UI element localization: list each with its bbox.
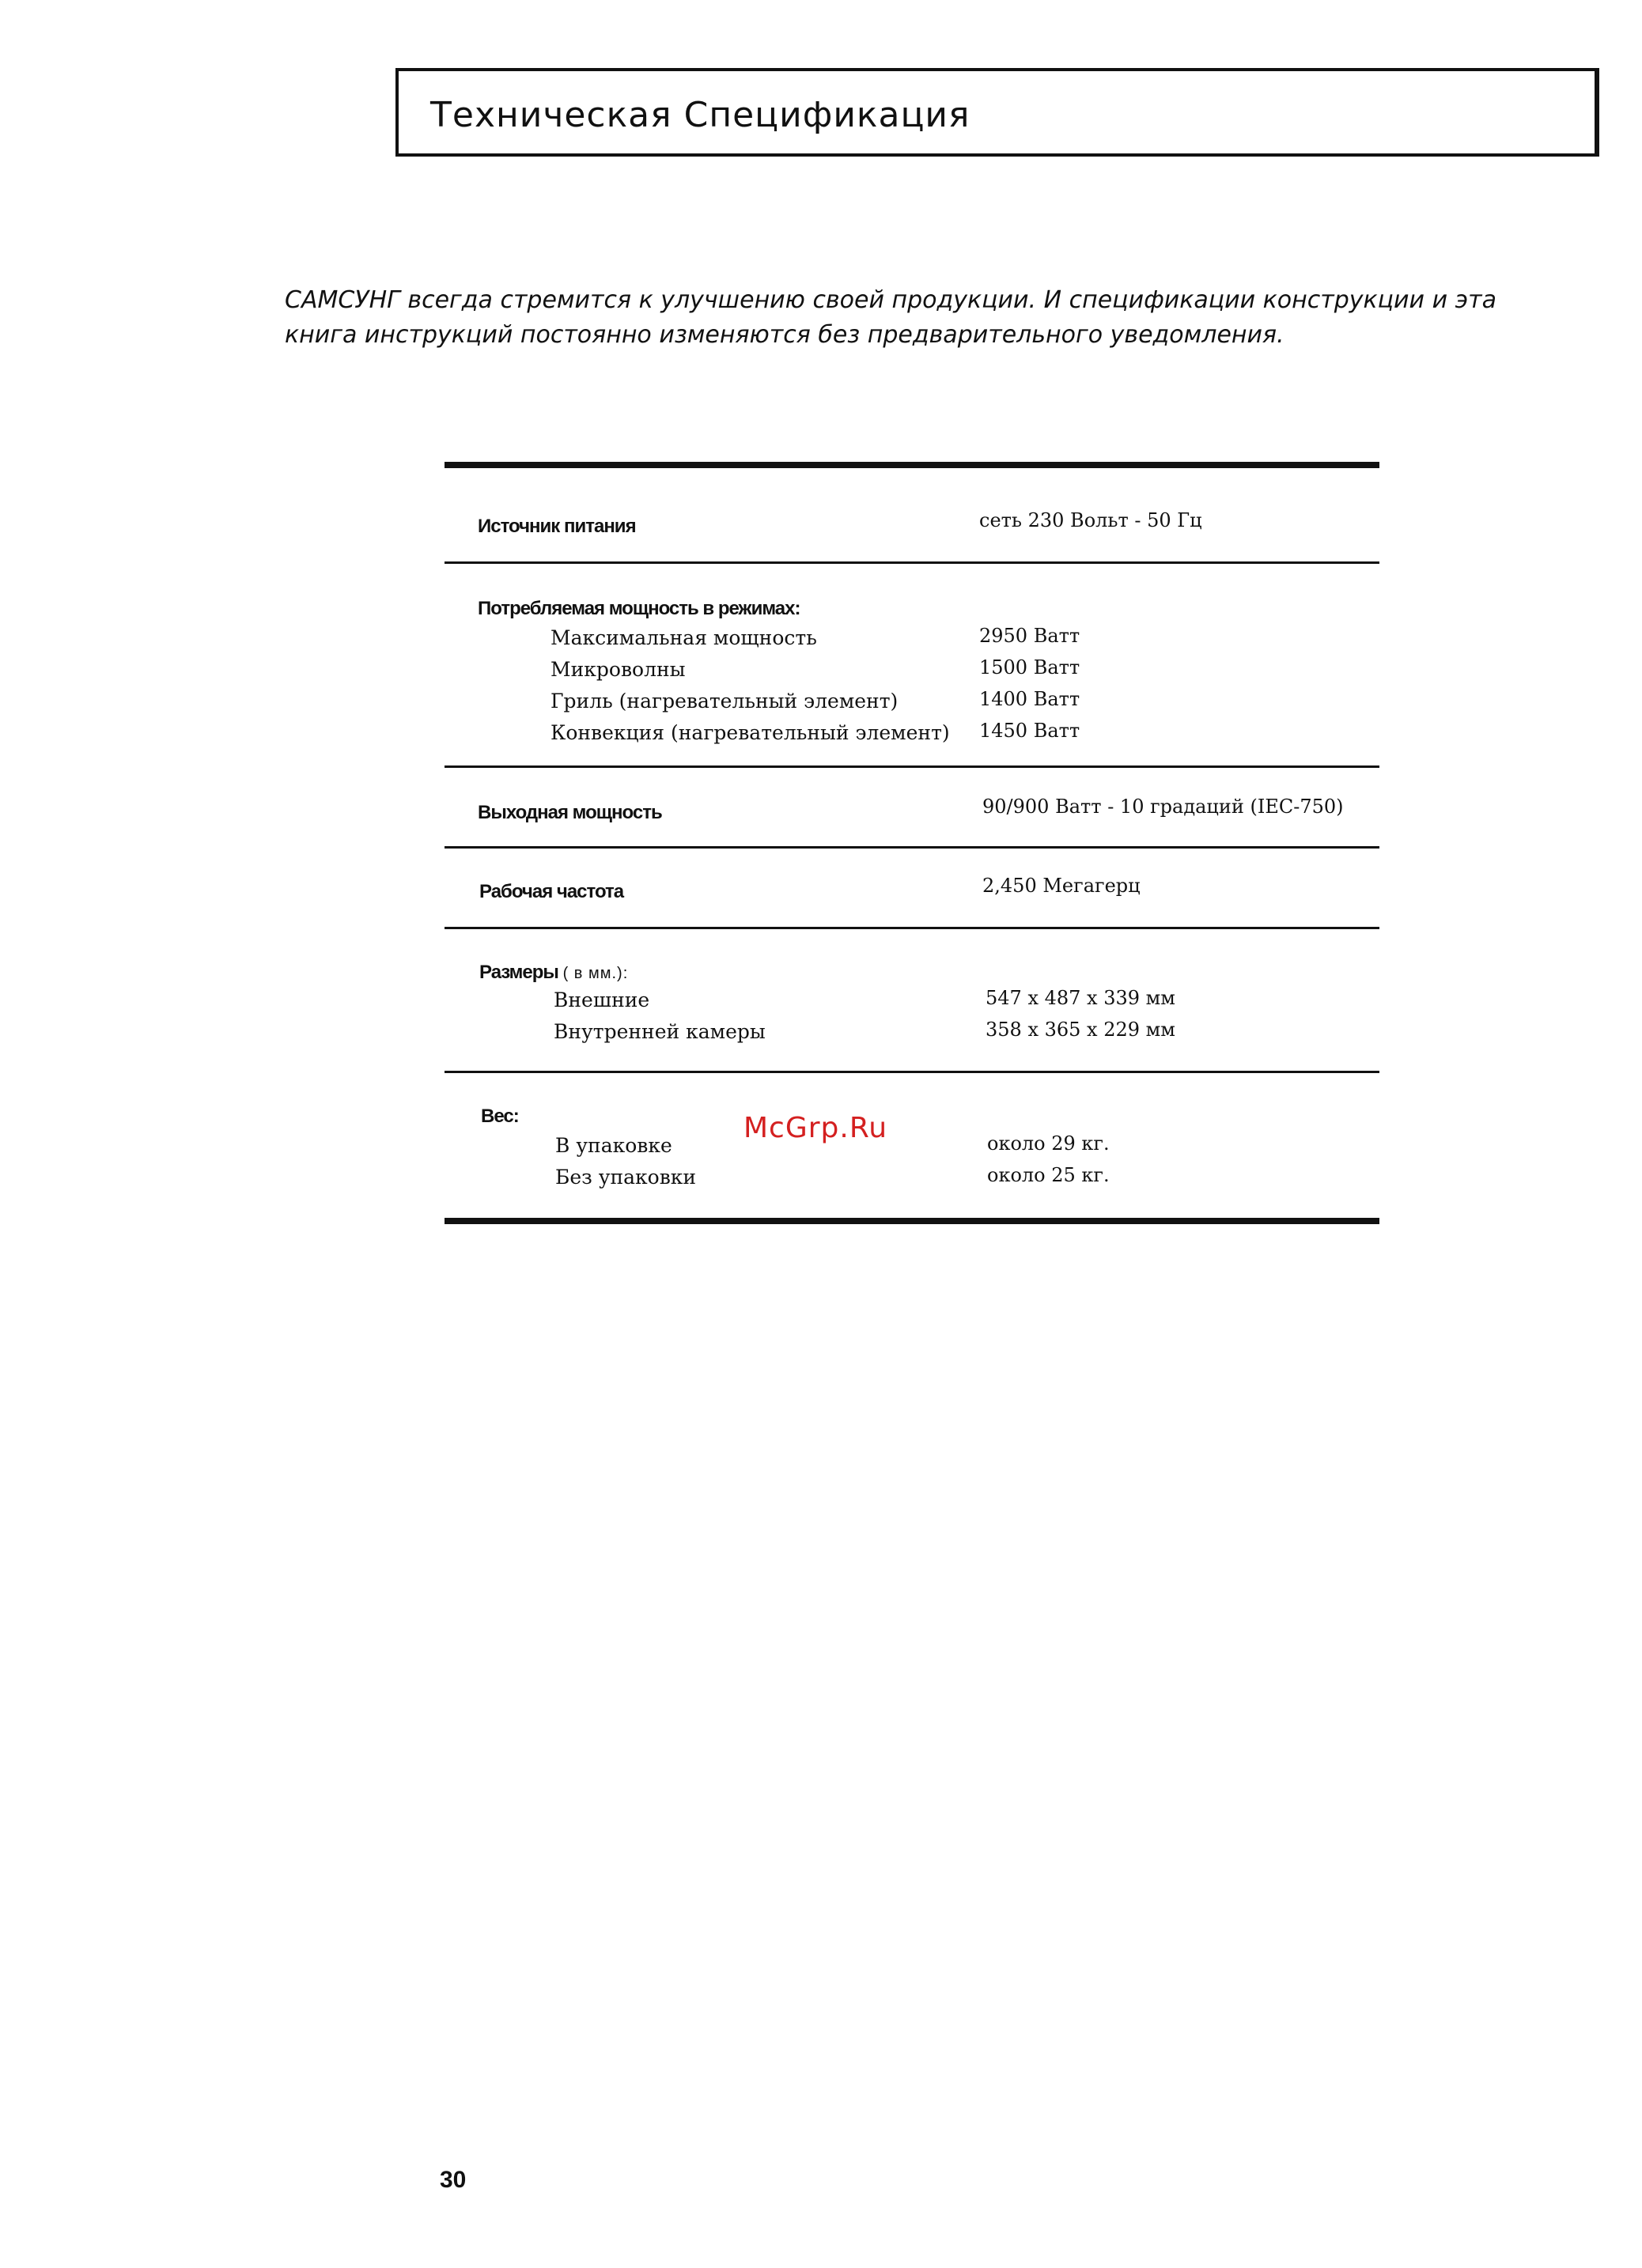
consumption-item-value: 1400 Ватт	[979, 688, 1080, 710]
consumption-item-label: Гриль (нагревательный элемент)	[550, 690, 899, 713]
consumption-item-label: Максимальная мощность	[550, 626, 817, 649]
top-rule	[445, 462, 1379, 468]
dimensions-item-label: Внешние	[554, 988, 650, 1011]
weight-label: Вес:	[481, 1106, 519, 1127]
output-label: Выходная мощность	[478, 802, 662, 823]
weight-item-label: В упаковке	[555, 1134, 672, 1157]
weight-item-label: Без упаковки	[555, 1166, 697, 1189]
consumption-item-value: 1500 Ватт	[979, 656, 1080, 679]
divider	[445, 927, 1379, 929]
divider	[445, 561, 1379, 564]
divider	[445, 1071, 1379, 1073]
title-box	[395, 68, 1599, 157]
weight-item-value: около 25 кг.	[987, 1164, 1110, 1186]
consumption-item-label: Конвекция (нагревательный элемент)	[550, 721, 950, 744]
dimensions-item-value: 358 x 365 x 229 мм	[986, 1019, 1175, 1041]
frequency-label: Рабочая частота	[479, 881, 624, 902]
page-title: Техническая Спецификация	[430, 95, 970, 135]
dimensions-item-value: 547 x 487 x 339 мм	[986, 987, 1175, 1009]
consumption-item-value: 2950 Ватт	[979, 625, 1080, 647]
frequency-value: 2,450 Мегагерц	[982, 875, 1141, 897]
consumption-label: Потребляемая мощность в режимах:	[478, 598, 800, 619]
divider	[445, 846, 1379, 849]
power-source-value: сеть 230 Вольт - 50 Гц	[979, 509, 1202, 531]
dimensions-item-label: Внутренней камеры	[554, 1020, 766, 1043]
dimensions-unit: ( в мм.):	[562, 965, 629, 982]
consumption-item-value: 1450 Ватт	[979, 720, 1080, 742]
divider	[445, 765, 1379, 768]
spec-table	[445, 462, 1379, 1237]
weight-item-value: около 29 кг.	[987, 1132, 1110, 1155]
dimensions-label	[479, 962, 628, 984]
output-value: 90/900 Ватт - 10 градаций (IEC-750)	[982, 796, 1344, 818]
watermark-text: McGrp.Ru	[743, 1112, 888, 1144]
power-source-label: Источник питания	[478, 516, 636, 537]
consumption-item-label: Микроволны	[550, 658, 686, 681]
intro-paragraph: САМСУНГ всегда стремится к улучшению своей продукции. И спецификации конструкции и эта книга инструкций постоянно изменяются без предварительного уведомления.	[285, 286, 1496, 349]
page-number: 30	[440, 2167, 467, 2193]
dimensions-label-text: Размеры	[479, 962, 558, 983]
bottom-rule	[445, 1218, 1379, 1224]
